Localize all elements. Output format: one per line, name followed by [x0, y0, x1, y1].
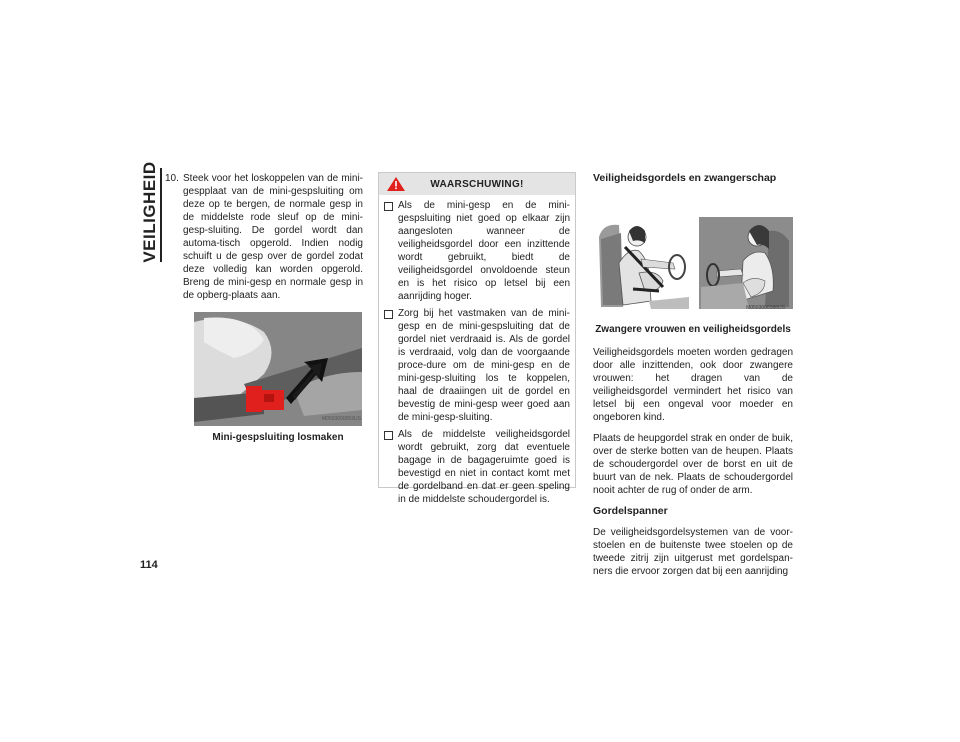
- warning-item: [384, 199, 570, 303]
- figure2-caption: Zwangere vrouwen en veiligheidsgordels: [595, 324, 791, 335]
- step-text: Steek voor het loskoppelen van de mini-gespplaat van de mini-gespsluiting om deze op te bergen, de normale gesp in de middelste rode sleuf op de mini-gesp-sluiting. De gordel wordt dan automa-tisch opgerold. Indien nodig schuift u de gesp over de gordel zodat deze volledig kan worden opgerold. Breng de mini-gesp en normale gesp in de opberg-plaats aan.: [183, 173, 363, 301]
- warning-title: WAARSCHUWING!: [430, 178, 524, 190]
- figure1-caption: Mini-gespsluiting losmaken: [212, 432, 344, 443]
- instruction-column: [165, 172, 363, 302]
- bullet-square-icon: [384, 310, 393, 319]
- warning-item: [384, 428, 570, 506]
- section-heading-pregnancy: Veiligheidsgordels en zwangerschap: [593, 172, 777, 184]
- warning-item-text: Zorg bij het vastmaken van de mini-gesp en de mini-gespsluiting dat de gordel niet verdraaid is. Als de gordel is verdraaid, volg dan de voorgaande proce-dure om de mini-gesp en de mini-gesp-sluiting los te koppelen, haal de draaiingen uit de gordel en bevestig de mini-gesp weer goed aan de mini-gesp-sluiting.: [398, 308, 570, 423]
- figure2-code: M0503000388US: [746, 305, 785, 311]
- pretensioner-paragraph: De veiligheidsgordelsystemen van de voor-stoelen en de buitenste twee stoelen op de tweede zitrij zijn uitgerust met gordelspan-ners die ervoor zorgen dat bij een aanrijding: [593, 527, 793, 577]
- section-heading-pretensioner: Gordelspanner: [593, 505, 668, 517]
- warning-box: [378, 172, 576, 505]
- figure1-code: M0503000053US: [322, 416, 361, 422]
- warning-item-text: Als de middelste veiligheidsgordel wordt gebruikt, zorg dat eventuele bagage in de bagageruimte goed is bevestigd en niet in contact komt met de gordelband en dat er geen speling in de middelste schoudergordel is.: [398, 429, 570, 505]
- warning-header: [379, 173, 575, 195]
- warning-item: [384, 307, 570, 424]
- section-label: VEILIGHEID: [140, 161, 159, 263]
- step-item: [165, 172, 363, 302]
- warning-list: [379, 195, 575, 506]
- pregnancy-paragraph-1: Veiligheidsgordels moeten worden gedragen door alle inzittenden, ook door zwangere vrouwen: het dragen van de veiligheidsgordel vermindert het risico van letsel bij een ongeval voor moeder en ongeboren kind.: [593, 347, 793, 423]
- pregnancy-paragraph-2: Plaats de heupgordel strak en onder de buik, over de sterke botten van de heupen. Plaats de schoudergordel over de borst en uit de buurt van de nek. Plaats de schoudergordel nooit achter de rug of onder de arm.: [593, 433, 793, 496]
- section-divider: [160, 168, 162, 262]
- buckle-release-photo: [194, 312, 362, 426]
- bullet-square-icon: [384, 431, 393, 440]
- warning-item-text: Als de mini-gesp en de mini-gespsluiting niet goed op elkaar zijn aangesloten wanneer de veiligheidsgordel door een inzittende wordt gebruikt, biedt de veiligheidsgordel onvoldoende steun en is het risico op letsel bij een aanrijding hoger.: [398, 200, 570, 302]
- right-column: [593, 172, 793, 586]
- warning-triangle-icon: [386, 176, 406, 192]
- pregnant-women-seatbelt-illustration: [593, 217, 793, 317]
- page-number: 114: [140, 559, 158, 571]
- step-number: 10.: [165, 173, 179, 184]
- bullet-square-icon: [384, 202, 393, 211]
